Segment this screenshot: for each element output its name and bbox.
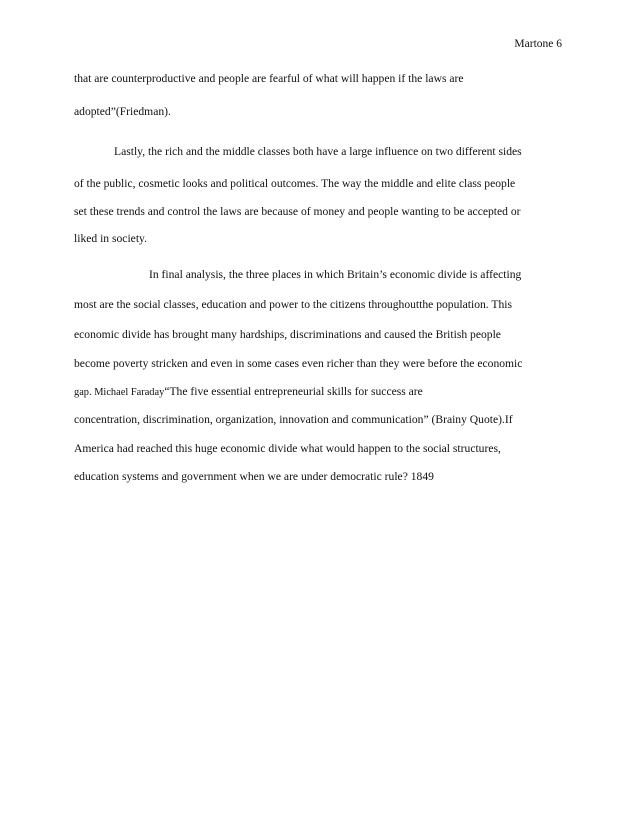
paragraph-line: become poverty stricken and even in some cases even richer than they were before the economic — [74, 357, 523, 370]
paragraph-line: America had reached this huge economic divide what would happen to the social structures, — [74, 442, 501, 455]
paragraph-line: Lastly, the rich and the middle classes both have a large influence on two different sides — [114, 145, 522, 158]
quote-text: “The five essential entrepreneurial skills for success are — [164, 385, 423, 398]
paragraph-line — [74, 385, 423, 398]
paragraph-line: economic divide has brought many hardships, discriminations and caused the British people — [74, 328, 501, 341]
quote-attribution: gap. Michael Faraday — [74, 387, 165, 398]
paragraph-line: of the public, cosmetic looks and political outcomes. The way the middle and elite class people — [74, 177, 516, 190]
paragraph-line: education systems and government when we are under democratic rule? 1849 — [74, 470, 434, 483]
paragraph-line: that are counterproductive and people are fearful of what will happen if the laws are — [74, 72, 464, 85]
paragraph-line: set these trends and control the laws are because of money and people wanting to be accepted or — [74, 205, 521, 218]
paragraph-line: liked in society. — [74, 232, 147, 245]
paragraph-line: most are the social classes, education and power to the citizens throughoutthe population. This — [74, 298, 512, 311]
paragraph-line: concentration, discrimination, organization, innovation and communication” (Brainy Quote).If — [74, 413, 513, 426]
paragraph-line: adopted”(Friedman). — [74, 105, 171, 118]
paragraph-line: In final analysis, the three places in which Britain’s economic divide is affecting — [149, 268, 522, 281]
running-head: Martone 6 — [514, 38, 562, 50]
